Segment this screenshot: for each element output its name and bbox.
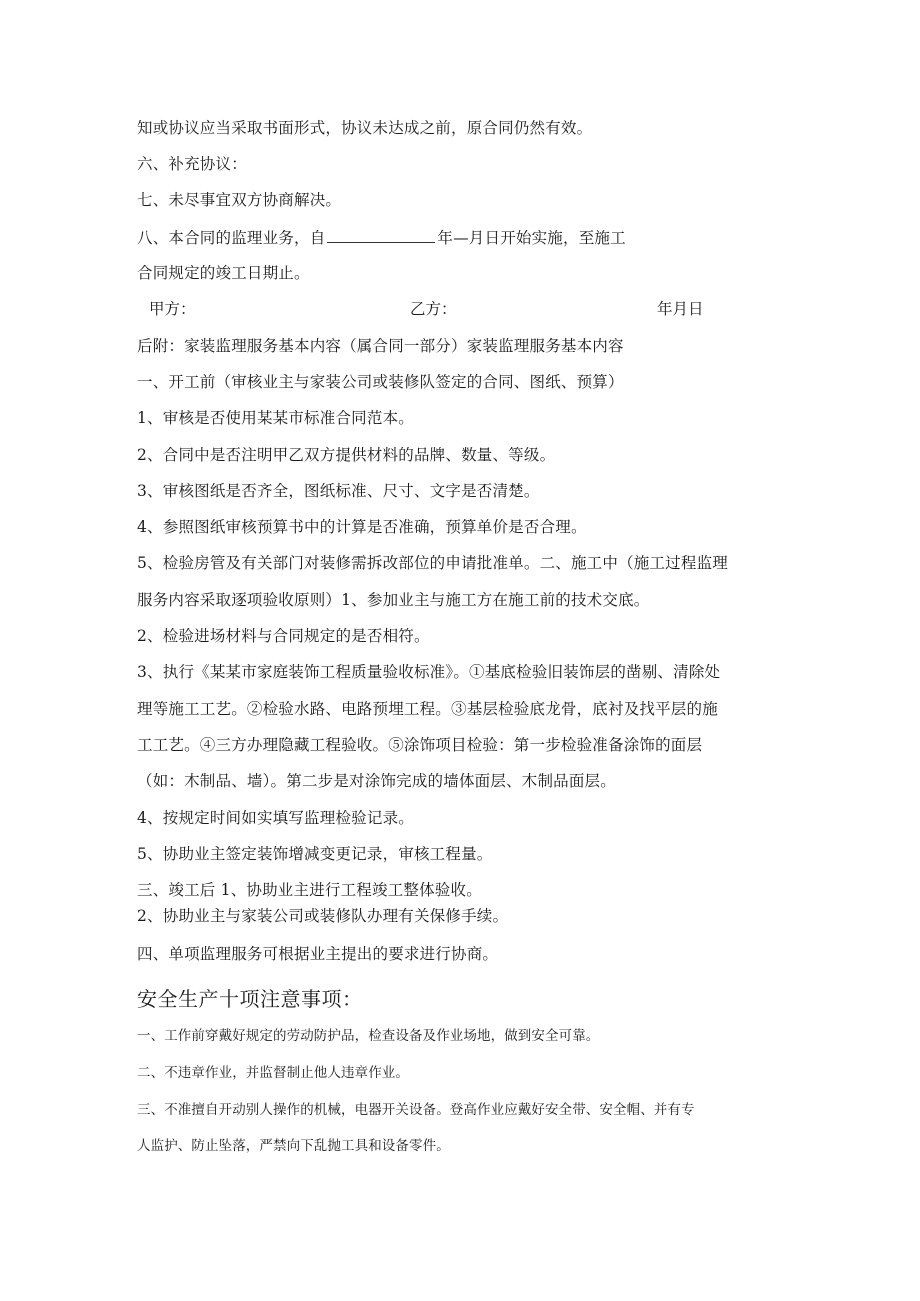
text-line: 2、协助业主与家装公司或装修队办理有关保修手续。 xyxy=(137,907,509,925)
text-segment: 年—月日开始实施，至施工 xyxy=(437,229,626,247)
text-line: 3、执行《某某市家庭装饰工程质量验收标准》。①基底检验旧装饰层的凿剔、清除处 xyxy=(137,663,721,681)
text-line: 5、检验房管及有关部门对装修需拆改部位的申请批准单。二、施工中（施工过程监理 xyxy=(137,554,728,572)
text-line: 人监护、防止坠落，严禁向下乱抛工具和设备零件。 xyxy=(137,1138,450,1154)
text-line: 知或协议应当采取书面形式，协议未达成之前，原合同仍然有效。 xyxy=(137,119,593,137)
text-line: 三、竣工后 1、协助业主进行工程竣工整体验收。 xyxy=(137,881,482,899)
text-line: 2、检验进场材料与合同规定的是否相符。 xyxy=(137,627,430,645)
text-line: 理等施工工艺。②检验水路、电路预埋工程。③基层检验底龙骨，底衬及找平层的施 xyxy=(137,700,718,718)
text-line: 4、参照图纸审核预算书中的计算是否准确，预算单价是否合理。 xyxy=(137,518,587,536)
text-line: 服务内容采取逐项验收原则）1、参加业主与施工方在施工前的技术交底。 xyxy=(137,591,650,609)
text-line: 一、工作前穿戴好规定的劳动防护品，检查设备及作业场地，做到安全可靠。 xyxy=(137,1028,600,1044)
section-heading: 安全生产十项注意事项： xyxy=(137,987,363,1011)
text-line: 三、不准擅自开动别人操作的机械，电器开关设备。登高作业应戴好安全带、安全帽、并有专 xyxy=(137,1102,695,1118)
text-line: 后附：家装监理服务基本内容（属合同一部分）家装监理服务基本内容 xyxy=(137,337,624,355)
text-line: 工工艺。④三方办理隐藏工程验收。⑤涂饰项目检验：第一步检验准备涂饰的面层 xyxy=(137,736,703,754)
text-line: （如：木制品、墙）。第二步是对涂饰完成的墙体面层、木制品面层。 xyxy=(137,772,616,790)
text-line: 合同规定的竣工日期止。 xyxy=(137,264,310,282)
blank-underline xyxy=(327,228,435,243)
text-line: 七、未尽事宜双方协商解决。 xyxy=(137,191,342,209)
party-a-label: 甲方： xyxy=(149,300,196,318)
text-line: 3、审核图纸是否齐全，图纸标准、尺寸、文字是否清楚。 xyxy=(137,482,540,500)
text-line: 一、开工前（审核业主与家装公司或装修队签定的合同、图纸、预算） xyxy=(137,373,624,391)
text-line: 4、按规定时间如实填写监理检验记录。 xyxy=(137,809,414,827)
text-line: 二、不违章作业，并监督制止他人违章作业。 xyxy=(137,1065,409,1081)
text-line xyxy=(137,228,626,248)
text-line: 1、审核是否使用某某市标准合同范本。 xyxy=(137,409,414,427)
text-line: 四、单项监理服务可根据业主提出的要求进行协商。 xyxy=(137,945,499,963)
text-line: 六、补充协议： xyxy=(137,155,247,173)
party-b-label: 乙方： xyxy=(410,300,457,318)
date-label: 年月日 xyxy=(657,300,704,318)
text-segment: 八、本合同的监理业务，自 xyxy=(137,229,326,247)
text-line: 2、合同中是否注明甲乙双方提供材料的品牌、数量、等级。 xyxy=(137,446,556,464)
text-line: 5、协助业主签定装饰增减变更记录，审核工程量。 xyxy=(137,845,493,863)
